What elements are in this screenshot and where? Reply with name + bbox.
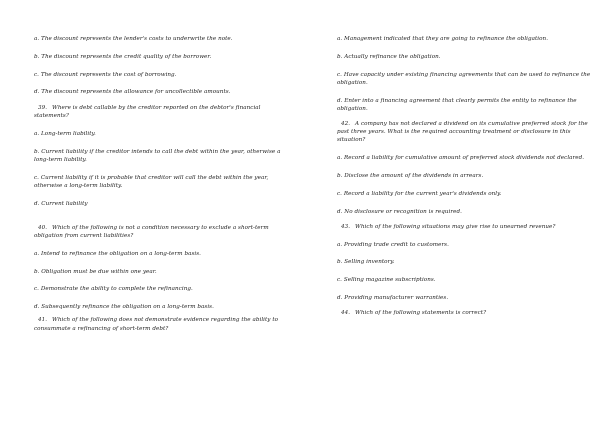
question-44 — [337, 309, 595, 317]
q42-option-c: c. Record a liability for the current year's dividends only. — [337, 190, 502, 197]
q39-option-d: d. Current liability — [34, 200, 88, 207]
q38-option-a: a. The discount represents the lender's costs to underwrite the note. — [34, 36, 233, 42]
question-39 — [34, 104, 292, 120]
q40-option-a: a. Intend to refinance the obligation on a long-term basis. — [34, 250, 201, 257]
right-column — [337, 35, 595, 327]
q41-option-b: b. Actually refinance the obligation. — [337, 53, 441, 60]
q38-option-b: b. The discount represents the credit quality of the borrower. — [34, 53, 212, 60]
q42-option-a: a. Record a liability for cumulative amount of preferred stock dividends not declared. — [337, 155, 585, 162]
question-40-text: Which of the following is not a condition necessary to exclude a short-term obligation from current liabilities? — [34, 224, 269, 239]
question-42-text: A company has not declared a dividend on its cumulative preferred stock for the past three years. What is the required accounting treatment or disclosure in this situation? — [337, 121, 588, 144]
question-40 — [34, 224, 292, 240]
question-41 — [34, 316, 292, 332]
q38-option-d: d. The discount represents the allowance for uncollectible amounts. — [34, 89, 231, 96]
q38-option-c: c. The discount represents the cost of borrowing. — [34, 71, 177, 78]
question-39-number: 39. — [38, 105, 48, 112]
q39-option-b: b. Current liability if the creditor intends to call the debt within the year, otherwise a long-term liability. — [34, 148, 281, 164]
q39-option-a: a. Long-term liability. — [34, 131, 96, 138]
q41-option-a: a. Management indicated that they are going to refinance the obligation. — [337, 36, 549, 42]
question-44-text: Which of the following statements is correct? — [355, 310, 487, 317]
question-40-number: 40. — [38, 224, 48, 231]
question-41-number: 41. — [38, 317, 48, 324]
q39-option-c: c. Current liability if it is probable that creditor will call the debt within the year, otherwise a long-term liability. — [34, 174, 269, 190]
q42-option-d: d. No disclosure or recognition is required. — [337, 208, 462, 215]
question-44-number: 44. — [341, 310, 351, 317]
left-column — [34, 35, 292, 342]
q43-option-d: d. Providing manufacturer warranties. — [337, 294, 449, 301]
question-42-number: 42. — [341, 121, 351, 127]
q41-option-d: d. Enter into a financing agreement that clearly permits the entity to refinance the obligation. — [337, 97, 577, 112]
q40-option-b: b. Obligation must be due within one year. — [34, 268, 157, 275]
question-43-text: Which of the following situations may give rise to unearned revenue? — [355, 223, 556, 230]
question-41-text: Which of the following does not demonstrate evidence regarding the ability to consummate a refinancing of short-term debt? — [34, 317, 279, 332]
q41-option-c: c. Have capacity under existing financing agreements that can be used to refinance the obligation. — [337, 71, 591, 86]
question-43-number: 43. — [341, 223, 351, 230]
q42-option-b: b. Disclose the amount of the dividends in arrears. — [337, 173, 484, 179]
q43-option-c: c. Selling magazine subscriptions. — [337, 277, 436, 284]
q40-option-d: d. Subsequently refinance the obligation on a long-term basis. — [34, 304, 214, 311]
q43-option-a: a. Providing trade credit to customers. — [337, 241, 449, 248]
question-42 — [337, 120, 595, 145]
question-39-text: Where is debt callable by the creditor reported on the debtor's financial statements? — [34, 105, 261, 120]
q40-option-c: c. Demonstrate the ability to complete the refinancing. — [34, 286, 193, 293]
q43-option-b: b. Selling inventory. — [337, 259, 395, 266]
question-43 — [337, 223, 595, 231]
